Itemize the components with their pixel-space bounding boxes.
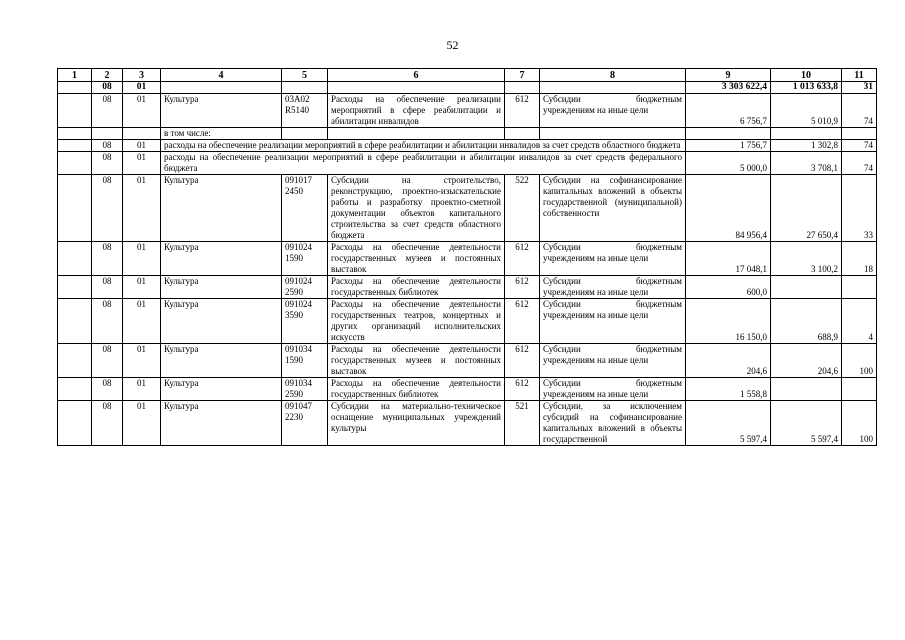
subsection-code: 01 — [123, 94, 161, 128]
section-name: Культура — [161, 344, 282, 378]
header-cell: 2 — [92, 69, 123, 82]
total-row — [58, 82, 877, 94]
percent-value: 100 — [842, 344, 877, 378]
header-cell: 10 — [771, 69, 842, 82]
total-cell — [540, 82, 686, 94]
target-article: 091047 2230 — [282, 401, 328, 446]
table-row — [58, 401, 877, 446]
percent-value: 4 — [842, 299, 877, 344]
expense-type-code: 522 — [505, 175, 540, 242]
actual-value: 204,6 — [771, 344, 842, 378]
header-cell: 11 — [842, 69, 877, 82]
expense-description: Расходы на обеспечение деятельности государственных музеев и постоянных выставок — [328, 242, 505, 276]
expense-description: Расходы на обеспечение деятельности государственных библиотек — [328, 378, 505, 401]
subsection-code: 01 — [123, 401, 161, 446]
table-row — [58, 276, 877, 299]
table-row — [58, 242, 877, 276]
header-cell: 5 — [282, 69, 328, 82]
section-code: 08 — [92, 82, 123, 94]
plan-value: 204,6 — [686, 344, 771, 378]
expense-type-name: Субсидии бюджетным учреждениям на иные цели — [540, 378, 686, 401]
actual-value: 688,9 — [771, 299, 842, 344]
total-cell — [282, 82, 328, 94]
expense-description: Расходы на обеспечение деятельности государственных музеев и постоянных выставок — [328, 344, 505, 378]
target-article: 091017 2450 — [282, 175, 328, 242]
expense-type-code: 612 — [505, 344, 540, 378]
total-plan: 3 303 622,4 — [686, 82, 771, 94]
expense-type-name: Субсидии, за исключением субсидий на софинансирование капитальных вложений в объекты государственной — [540, 401, 686, 446]
total-cell — [161, 82, 282, 94]
total-cell — [505, 82, 540, 94]
header-cell: 8 — [540, 69, 686, 82]
including-label: в том числе: — [161, 128, 282, 140]
total-cell — [328, 82, 505, 94]
actual-value — [771, 276, 842, 299]
total-actual: 1 013 633,8 — [771, 82, 842, 94]
section-code: 08 — [92, 276, 123, 299]
expense-description: Расходы на обеспечение реализации мероприятий в сфере реабилитации и абилитации инвалидов — [328, 94, 505, 128]
subsection-code: 01 — [123, 82, 161, 94]
actual-value: 5 597,4 — [771, 401, 842, 446]
subsection-code: 01 — [123, 175, 161, 242]
expense-type-name: Субсидии бюджетным учреждениям на иные цели — [540, 242, 686, 276]
table-row — [58, 299, 877, 344]
section-name: Культура — [161, 242, 282, 276]
plan-value: 600,0 — [686, 276, 771, 299]
section-name: Культура — [161, 94, 282, 128]
percent-value: 74 — [842, 94, 877, 128]
expense-type-code: 612 — [505, 276, 540, 299]
expense-type-name: Субсидии бюджетным учреждениям на иные цели — [540, 276, 686, 299]
subsection-code: 01 — [123, 242, 161, 276]
section-name: Культура — [161, 401, 282, 446]
plan-value: 6 756,7 — [686, 94, 771, 128]
percent-value: 18 — [842, 242, 877, 276]
expense-type-code: 521 — [505, 401, 540, 446]
header-cell: 4 — [161, 69, 282, 82]
section-name: Культура — [161, 299, 282, 344]
expense-type-name: Субсидии бюджетным учреждениям на иные цели — [540, 94, 686, 128]
expense-description: Расходы на обеспечение деятельности государственных театров, концертных и других организаций исполнительских искусств — [328, 299, 505, 344]
section-name: Культура — [161, 175, 282, 242]
subsection-code: 01 — [123, 299, 161, 344]
section-code: 08 — [92, 140, 123, 152]
section-code: 08 — [92, 152, 123, 175]
table-row — [58, 344, 877, 378]
expense-type-name: Субсидии бюджетным учреждениям на иные цели — [540, 344, 686, 378]
header-cell: 3 — [123, 69, 161, 82]
subitem-description: расходы на обеспечение реализации мероприятий в сфере реабилитации и абилитации инвалидов за счет средств федерального бюджета — [161, 152, 686, 175]
header-cell: 1 — [58, 69, 92, 82]
subsection-code: 01 — [123, 378, 161, 401]
table-row — [58, 378, 877, 401]
section-code: 08 — [92, 344, 123, 378]
percent-value: 33 — [842, 175, 877, 242]
target-article: 03А02 R5140 — [282, 94, 328, 128]
section-code: 08 — [92, 401, 123, 446]
expense-type-name: Субсидии бюджетным учреждениям на иные цели — [540, 299, 686, 344]
table-row — [58, 152, 877, 175]
budget-table — [57, 68, 877, 446]
section-name: Культура — [161, 276, 282, 299]
expense-type-name: Субсидии на софинансирование капитальных вложений в объекты государственной (муниципальной) собственности — [540, 175, 686, 242]
actual-value: 3 100,2 — [771, 242, 842, 276]
subsection-code: 01 — [123, 276, 161, 299]
plan-value: 5 000,0 — [686, 152, 771, 175]
target-article: 091024 1590 — [282, 242, 328, 276]
subsection-code: 01 — [123, 152, 161, 175]
target-article: 091024 3590 — [282, 299, 328, 344]
total-cell — [58, 82, 92, 94]
percent-value — [842, 378, 877, 401]
actual-value: 3 708,1 — [771, 152, 842, 175]
actual-value — [771, 378, 842, 401]
header-row — [58, 69, 877, 82]
percent-value: 100 — [842, 401, 877, 446]
section-code: 08 — [92, 378, 123, 401]
expense-description: Субсидии на материально-техническое оснащение муниципальных учреждений культуры — [328, 401, 505, 446]
percent-value: 74 — [842, 140, 877, 152]
expense-type-code: 612 — [505, 299, 540, 344]
actual-value: 5 010,9 — [771, 94, 842, 128]
target-article: 091034 1590 — [282, 344, 328, 378]
table-row — [58, 175, 877, 242]
table-row — [58, 94, 877, 128]
plan-value: 5 597,4 — [686, 401, 771, 446]
percent-value — [842, 276, 877, 299]
table-row — [58, 140, 877, 152]
expense-description: Субсидии на строительство, реконструкцию, проектно-изыскательские работы и разработку проектно-сметной документации объектов капитального строительства за счет средств областного бюджета — [328, 175, 505, 242]
section-code: 08 — [92, 299, 123, 344]
subsection-code: 01 — [123, 140, 161, 152]
header-cell: 9 — [686, 69, 771, 82]
plan-value: 1 558,8 — [686, 378, 771, 401]
section-name: Культура — [161, 378, 282, 401]
actual-value: 27 650,4 — [771, 175, 842, 242]
section-code: 08 — [92, 175, 123, 242]
section-code: 08 — [92, 94, 123, 128]
plan-value: 1 756,7 — [686, 140, 771, 152]
section-code: 08 — [92, 242, 123, 276]
expense-type-code: 612 — [505, 242, 540, 276]
header-cell: 6 — [328, 69, 505, 82]
total-percent: 31 — [842, 82, 877, 94]
expense-description: Расходы на обеспечение деятельности государственных библиотек — [328, 276, 505, 299]
target-article: 091034 2590 — [282, 378, 328, 401]
subitem-description: расходы на обеспечение реализации мероприятий в сфере реабилитации и абилитации инвалидов за счет средств областного бюджета — [161, 140, 686, 152]
page-number: 52 — [446, 38, 459, 52]
plan-value: 84 956,4 — [686, 175, 771, 242]
table-row — [58, 128, 877, 140]
percent-value: 74 — [842, 152, 877, 175]
actual-value: 1 302,8 — [771, 140, 842, 152]
expense-type-code: 612 — [505, 378, 540, 401]
plan-value: 16 150,0 — [686, 299, 771, 344]
header-cell: 7 — [505, 69, 540, 82]
target-article: 091024 2590 — [282, 276, 328, 299]
subsection-code: 01 — [123, 344, 161, 378]
plan-value: 17 048,1 — [686, 242, 771, 276]
expense-type-code: 612 — [505, 94, 540, 128]
